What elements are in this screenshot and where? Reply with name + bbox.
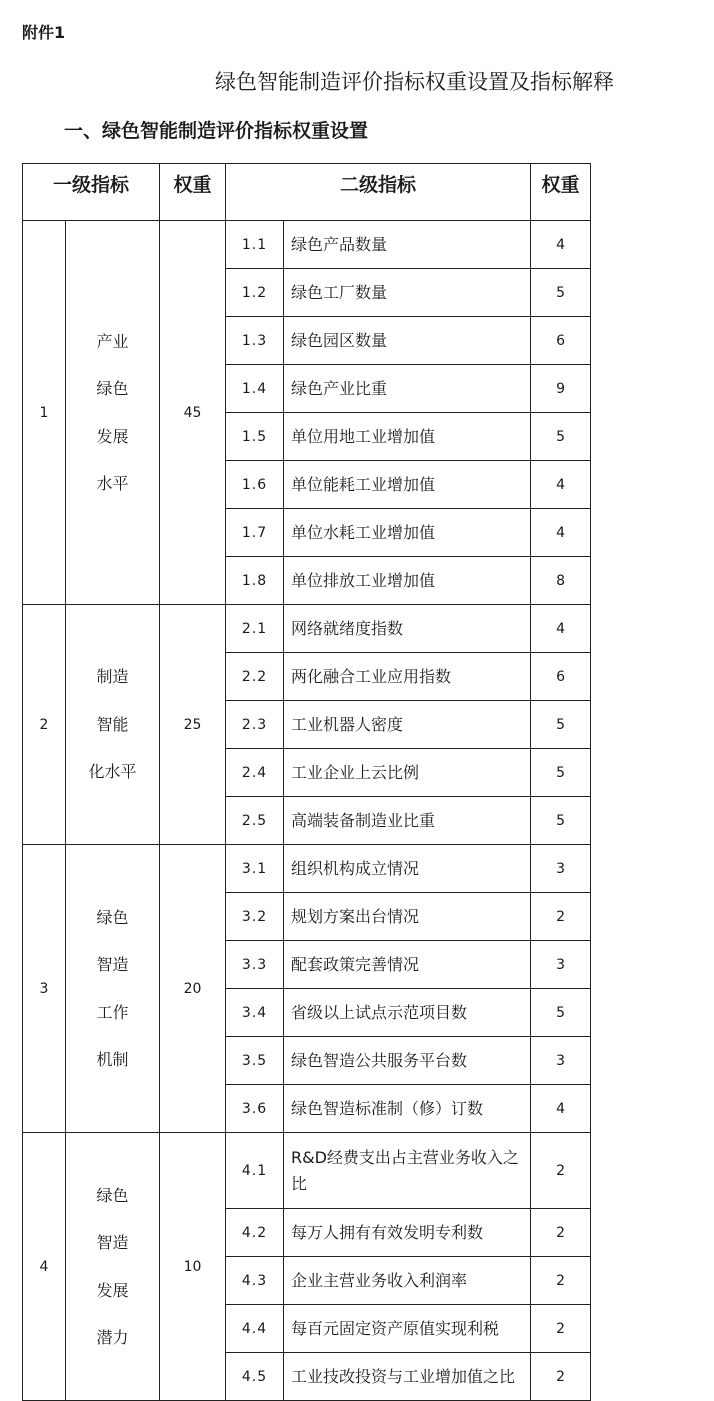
level2-label: 工业企业上云比例 (284, 749, 531, 797)
level1-weight: 45 (160, 221, 226, 605)
level2-label: 网络就绪度指数 (284, 605, 531, 653)
level2-weight: 4 (531, 221, 591, 269)
level2-weight: 9 (531, 365, 591, 413)
level2-code: 1.5 (226, 413, 284, 461)
level1-name-line: 产业 (96, 331, 129, 351)
level1-name-line: 智能 (96, 714, 129, 734)
level2-code: 4.3 (226, 1257, 284, 1305)
level2-code: 4.2 (226, 1209, 284, 1257)
level2-label: 配套政策完善情况 (284, 941, 531, 989)
level2-weight: 5 (531, 701, 591, 749)
header-level2: 二级指标 (226, 164, 531, 221)
document-title: 绿色智能制造评价指标权重设置及指标解释 (215, 70, 614, 94)
level2-label: 绿色产业比重 (284, 365, 531, 413)
level2-weight: 2 (531, 1305, 591, 1353)
level2-weight: 2 (531, 1133, 591, 1209)
table-row (23, 605, 591, 653)
level2-weight: 5 (531, 269, 591, 317)
table-header-row (23, 164, 591, 221)
level2-weight: 4 (531, 509, 591, 557)
level2-label: 单位用地工业增加值 (284, 413, 531, 461)
level1-name-line: 工作 (96, 1002, 129, 1022)
level2-code: 4.4 (226, 1305, 284, 1353)
level2-weight: 5 (531, 797, 591, 845)
table-row (23, 221, 591, 269)
level2-label: 单位能耗工业增加值 (284, 461, 531, 509)
level2-weight: 2 (531, 1209, 591, 1257)
level2-code: 3.4 (226, 989, 284, 1037)
level2-code: 4.1 (226, 1133, 284, 1209)
level2-label: 每百元固定资产原值实现利税 (284, 1305, 531, 1353)
level2-label: 每万人拥有有效发明专利数 (284, 1209, 531, 1257)
level1-weight: 25 (160, 605, 226, 845)
level2-label: 绿色园区数量 (284, 317, 531, 365)
level1-number: 3 (23, 845, 66, 1133)
level2-label: 绿色产品数量 (284, 221, 531, 269)
level1-name-line: 智造 (96, 1233, 129, 1252)
level2-label: 省级以上试点示范项目数 (284, 989, 531, 1037)
level2-label: 工业技改投资与工业增加值之比 (284, 1353, 531, 1401)
level2-weight: 4 (531, 461, 591, 509)
level2-weight: 4 (531, 605, 591, 653)
level2-weight: 2 (531, 1257, 591, 1305)
level2-weight: 3 (531, 941, 591, 989)
level2-code: 2.3 (226, 701, 284, 749)
level1-name-line: 绿色 (96, 907, 129, 927)
level2-label: 高端装备制造业比重 (284, 797, 531, 845)
level1-weight: 10 (160, 1133, 226, 1401)
level1-number: 2 (23, 605, 66, 845)
level2-code: 1.3 (226, 317, 284, 365)
header-weight1: 权重 (160, 164, 226, 221)
level2-label: 单位排放工业增加值 (284, 557, 531, 605)
level2-weight: 5 (531, 413, 591, 461)
level2-code: 3.5 (226, 1037, 284, 1085)
level2-code: 4.5 (226, 1353, 284, 1401)
section-heading: 一、绿色智能制造评价指标权重设置 (64, 120, 369, 142)
level1-number: 4 (23, 1133, 66, 1401)
attachment-label: 附件1 (22, 23, 66, 42)
level2-weight: 4 (531, 1085, 591, 1133)
level2-code: 1.2 (226, 269, 284, 317)
level2-weight: 3 (531, 845, 591, 893)
level2-weight: 5 (531, 749, 591, 797)
table-row (23, 845, 591, 893)
level2-code: 3.3 (226, 941, 284, 989)
header-level1: 一级指标 (23, 164, 160, 221)
level1-name-line: 发展 (96, 1280, 129, 1300)
level1-name-line: 机制 (96, 1050, 129, 1069)
level2-label: R&D经费支出占主营业务收入之比 (284, 1133, 531, 1209)
level2-code: 2.1 (226, 605, 284, 653)
level2-label: 绿色智造标准制（修）订数 (284, 1085, 531, 1133)
level1-name-line: 智造 (96, 955, 129, 974)
level2-label: 规划方案出台情况 (284, 893, 531, 941)
level1-name (66, 221, 160, 605)
level2-label: 绿色智造公共服务平台数 (284, 1037, 531, 1085)
level2-weight: 5 (531, 989, 591, 1037)
level2-code: 1.8 (226, 557, 284, 605)
level2-code: 1.6 (226, 461, 284, 509)
table-body (23, 221, 591, 1401)
level2-label: 工业机器人密度 (284, 701, 531, 749)
table-row (23, 1133, 591, 1209)
level1-name-line: 水平 (96, 474, 129, 493)
level1-name-line: 化水平 (88, 762, 137, 782)
level2-code: 3.6 (226, 1085, 284, 1133)
level2-weight: 2 (531, 1353, 591, 1401)
level2-label: 企业主营业务收入利润率 (284, 1257, 531, 1305)
level2-weight: 8 (531, 557, 591, 605)
level2-weight: 2 (531, 893, 591, 941)
level1-name-line: 潜力 (96, 1328, 129, 1347)
level2-label: 单位水耗工业增加值 (284, 509, 531, 557)
level1-name (66, 1133, 160, 1401)
level1-name-line: 制造 (96, 667, 129, 687)
level1-name-line: 发展 (96, 426, 129, 446)
level1-name-line: 绿色 (96, 1185, 129, 1205)
indicator-weight-table (22, 163, 591, 1401)
level1-weight: 20 (160, 845, 226, 1133)
level2-weight: 6 (531, 653, 591, 701)
level2-weight: 6 (531, 317, 591, 365)
level2-code: 1.4 (226, 365, 284, 413)
level2-code: 1.1 (226, 221, 284, 269)
level2-code: 3.1 (226, 845, 284, 893)
level1-number: 1 (23, 221, 66, 605)
level2-weight: 3 (531, 1037, 591, 1085)
level2-label: 组织机构成立情况 (284, 845, 531, 893)
level2-label: 两化融合工业应用指数 (284, 653, 531, 701)
level1-name (66, 605, 160, 845)
level1-name-line: 绿色 (96, 379, 129, 398)
level2-code: 1.7 (226, 509, 284, 557)
level2-label: 绿色工厂数量 (284, 269, 531, 317)
header-weight2: 权重 (531, 164, 591, 221)
level2-code: 3.2 (226, 893, 284, 941)
level2-code: 2.2 (226, 653, 284, 701)
level2-code: 2.4 (226, 749, 284, 797)
level1-name (66, 845, 160, 1133)
level2-code: 2.5 (226, 797, 284, 845)
